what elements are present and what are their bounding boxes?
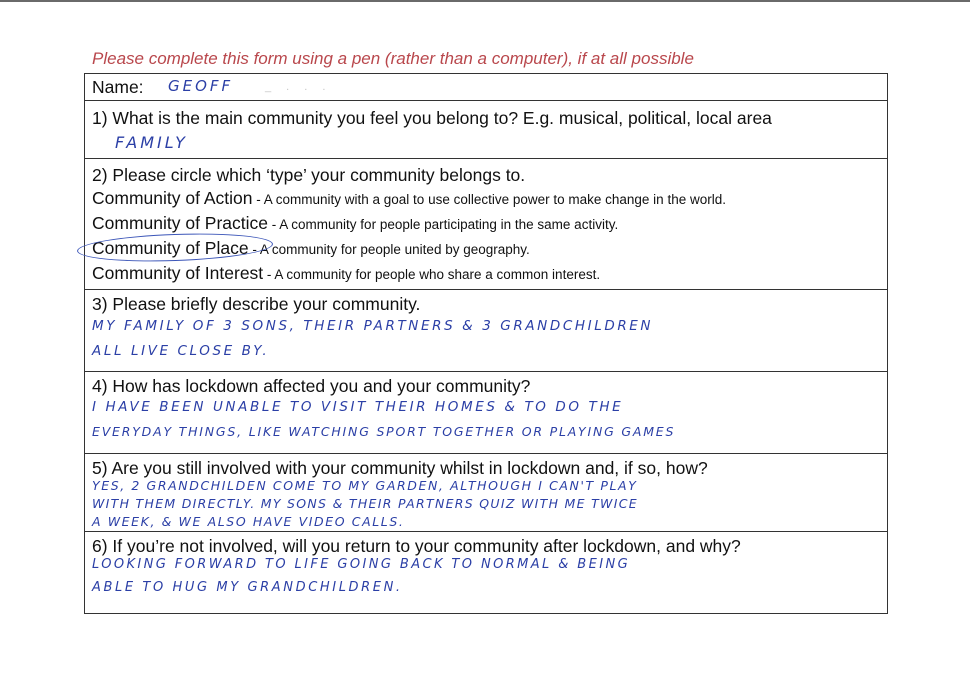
option-community-of-practice[interactable] xyxy=(92,213,618,234)
option-title: Community of Place xyxy=(92,238,249,258)
option-description: - A community for people united by geography. xyxy=(248,242,530,257)
answer-4-line-2[interactable]: EVERYDAY THINGS, LIKE WATCHING SPORT TOGETHER OR PLAYING GAMES xyxy=(92,424,676,439)
option-description: - A community for people participating in the same activity. xyxy=(268,217,619,232)
answer-6-line-1[interactable]: LOOKING FORWARD TO LIFE GOING BACK TO NORMAL & BEING xyxy=(92,557,631,572)
question-5-text: 5) Are you still involved with your community whilst in lockdown and, if so, how? xyxy=(92,458,708,478)
page-top-edge xyxy=(0,0,970,2)
option-title: Community of Interest xyxy=(92,263,264,283)
option-description: - A community for people who share a common interest. xyxy=(263,267,601,282)
answer-5-line-1[interactable]: YES, 2 GRANDCHILDEN COME TO MY GARDEN, ALTHOUGH I CAN'T PLAY xyxy=(92,478,638,493)
question-6 xyxy=(85,531,887,613)
name-redacted: _ . . . xyxy=(265,81,332,93)
name-value[interactable]: GEOFF xyxy=(168,77,234,95)
form-instruction: Please complete this form using a pen (rather than a computer), if at all possible xyxy=(92,49,694,68)
question-1-text: 1) What is the main community you feel you belong to? E.g. musical, political, local area xyxy=(92,108,772,128)
answer-4-line-1[interactable]: I HAVE BEEN UNABLE TO VISIT THEIR HOMES & TO DO THE xyxy=(92,399,624,415)
question-2-text: 2) Please circle which ‘type’ your community belongs to. xyxy=(92,165,526,185)
option-community-of-interest[interactable] xyxy=(92,263,600,284)
selection-circle xyxy=(77,231,274,265)
option-title: Community of Practice xyxy=(92,213,269,233)
option-description: - A community with a goal to use collective power to make change in the world. xyxy=(252,192,726,207)
answer-3-line-2[interactable]: ALL LIVE CLOSE BY. xyxy=(92,343,270,359)
question-4-text: 4) How has lockdown affected you and your community? xyxy=(92,376,531,396)
question-3-text: 3) Please briefly describe your community. xyxy=(92,294,421,314)
answer-5-line-3[interactable]: A WEEK, & WE ALSO HAVE VIDEO CALLS. xyxy=(92,514,405,529)
question-3 xyxy=(85,289,887,371)
question-6-text: 6) If you’re not involved, will you return to your community after lockdown, and why? xyxy=(92,536,741,556)
answer-6-line-2[interactable]: ABLE TO HUG MY GRANDCHILDREN. xyxy=(92,580,403,595)
answer-3-line-1[interactable]: MY FAMILY OF 3 SONS, THEIR PARTNERS & 3 GRANDCHILDREN xyxy=(92,318,654,334)
answer-1[interactable]: FAMILY xyxy=(115,133,188,152)
community-form xyxy=(84,73,888,614)
question-4 xyxy=(85,371,887,453)
option-title: Community of Action xyxy=(92,188,253,208)
option-community-of-action[interactable] xyxy=(92,188,726,209)
answer-5-line-2[interactable]: WITH THEM DIRECTLY. MY SONS & THEIR PARTNERS QUIZ WITH ME TWICE xyxy=(92,496,638,511)
question-1 xyxy=(85,100,887,158)
question-5 xyxy=(85,453,887,531)
name-label: Name: xyxy=(92,77,144,97)
question-2 xyxy=(85,158,887,289)
name-row xyxy=(85,74,887,100)
